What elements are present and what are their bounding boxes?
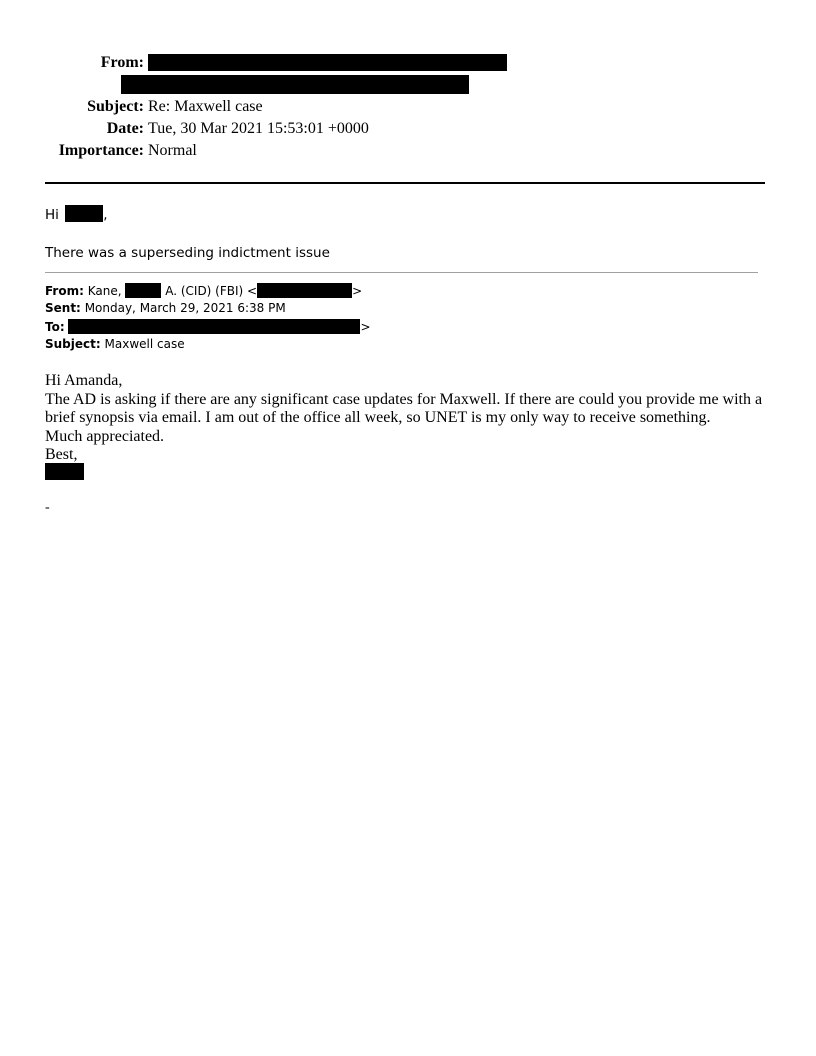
subject-label: Subject: (87, 98, 144, 115)
message-body: The AD is asking if there are any significant case updates for Maxwell. If there are could you provide me with a brief synopsis via email. I am out of the office all week, so UNET is my only way to receive something. (45, 390, 763, 426)
forwarded-from-middle: A. (CID) (FBI) < (165, 284, 258, 298)
redacted-sender-first-name (125, 283, 161, 298)
forwarded-from-label: From: (45, 284, 84, 298)
forwarded-to (45, 319, 371, 334)
message-greeting: Hi Amanda, (45, 372, 123, 389)
greeting-prefix: Hi (45, 207, 59, 223)
importance-label: Importance: (58, 142, 144, 159)
forwarded-message (45, 372, 775, 465)
subject-value: Re: Maxwell case (148, 98, 263, 115)
from-label: From: (100, 54, 144, 71)
reply-text: There was a superseding indictment issue (45, 245, 330, 261)
redacted-signature (45, 463, 84, 480)
forward-divider (45, 272, 758, 273)
forwarded-from-suffix: > (352, 284, 363, 298)
redacted-recipient-name (65, 205, 103, 222)
forwarded-subject-value: Maxwell case (104, 337, 185, 351)
forwarded-sent-label: Sent: (45, 301, 81, 315)
forwarded-from (45, 283, 362, 298)
forwarded-to-suffix: > (360, 320, 371, 334)
forwarded-sent-value: Monday, March 29, 2021 6:38 PM (84, 301, 286, 315)
forwarded-subject-label: Subject: (45, 337, 101, 351)
reply-greeting (45, 205, 108, 223)
importance-value: Normal (148, 142, 197, 159)
forwarded-from-prefix: Kane, (87, 284, 122, 298)
greeting-suffix: , (103, 207, 108, 223)
message-closing: Best, (45, 446, 78, 463)
redacted-from-line-1 (148, 54, 507, 71)
date-value: Tue, 30 Mar 2021 15:53:01 +0000 (148, 120, 369, 137)
forwarded-subject (45, 337, 185, 351)
header-divider (45, 182, 765, 184)
message-thanks: Much appreciated. (45, 427, 165, 445)
footer-dash: - (45, 500, 50, 515)
redacted-sender-email (257, 283, 352, 298)
forwarded-sent (45, 301, 286, 315)
redacted-from-line-2 (121, 75, 469, 94)
forwarded-to-label: To: (45, 320, 65, 334)
date-label: Date: (106, 120, 144, 137)
redacted-recipient-email (68, 319, 360, 334)
